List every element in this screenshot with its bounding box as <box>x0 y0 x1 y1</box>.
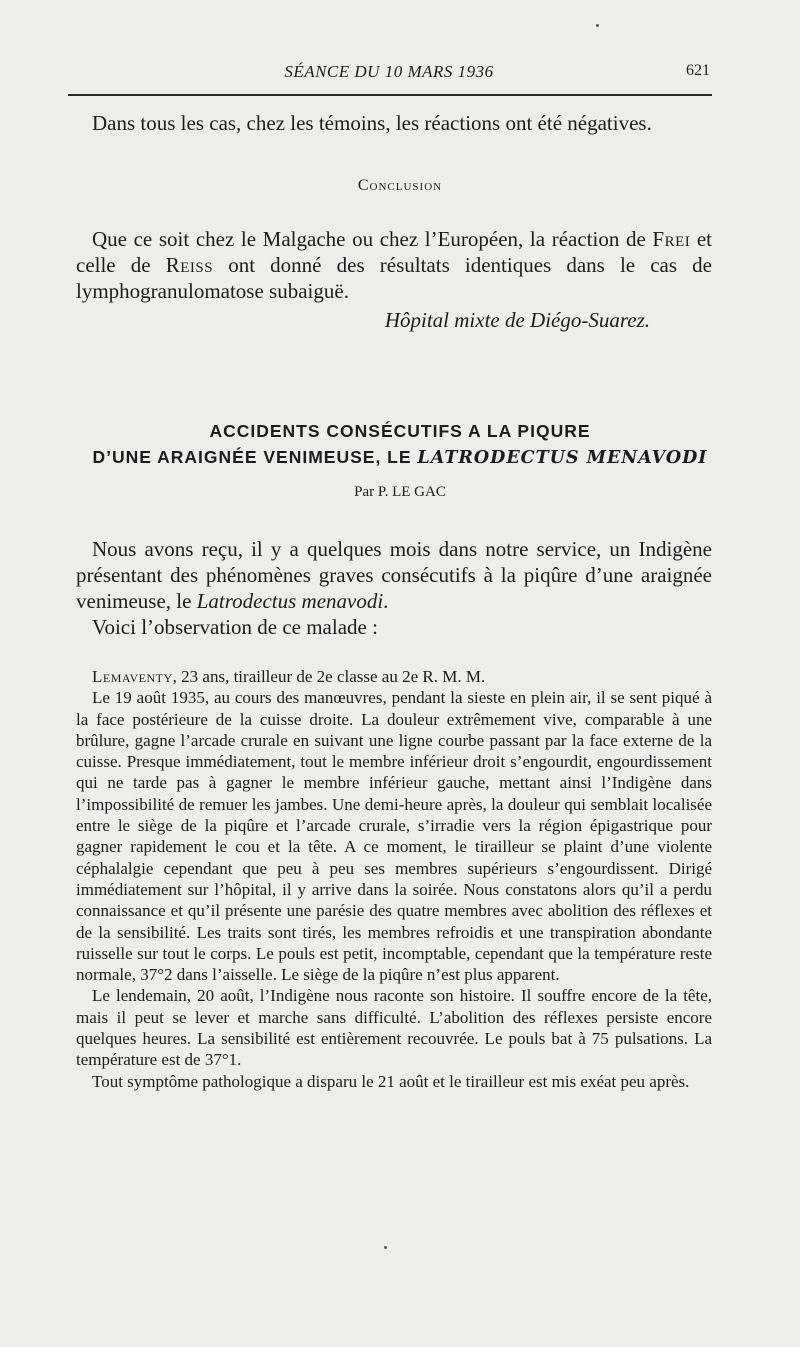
conclusion-text-middle: et celle de <box>76 227 713 277</box>
paper-speck <box>384 1246 387 1249</box>
conclusion-text-before: Que ce soit chez le Malgache ou chez l’Européen, la réaction de <box>92 227 653 251</box>
article-byline: Par P. LE GAC <box>354 484 446 500</box>
article-paragraph-2: Voici l’observation de ce malade : <box>92 615 378 639</box>
conclusion-heading: Conclusion <box>357 177 443 194</box>
article-para1-after: . <box>383 589 389 613</box>
article-para1-before: Nous avons reçu, il y a quelques mois dans notre service, un Indigène présentant des phénomènes graves consécutifs à la piqûre d’une araignée venimeuse, le <box>76 537 712 613</box>
patient-info: , 23 ans, tirailleur de 2e classe au 2e R. M. M. <box>172 667 486 686</box>
article-title-line-1: ACCIDENTS CONSÉCUTIFS A LA PIQURE <box>209 421 591 441</box>
case-paragraph-2: Le lendemain, 20 août, l’Indigène nous raconte son histoire. Il souffre encore de la tête, mais il peut se lever et marche sans difficulté. L’abolition des réflexes persiste encore quelques heures. La sensibilité est entièrement recouvrée. Le pouls bat à 75 pulsations. La température est de 37°1. <box>76 986 712 1070</box>
conclusion-paragraph <box>76 226 712 304</box>
case-paragraph-1: Le 19 août 1935, au cours des manœuvres, pendant la sieste en plein air, il se sent piqué à la face postérieure de la cuisse droite. La douleur extrêmement vive, comparable à une brûlure, gagne l’arcade crurale en suivant une ligne courbe passant par la face externe de la cuisse. Presque immédiatement, tout le membre inférieur droit s’engourdit, engourdissement qui ne tarde pas à gagner le membre inférieur gauche, mettant ainsi l’Indigène dans l’impossibilité de remuer les jambes. Une demi-heure après, la douleur qui semblait localisée entre le siège de la piqûre et l’arcade crurale, s’irradie vers la région épigastrique pour gagner rapidement le cou et la tête. A ce moment, le tirailleur se plaint d’une violente céphalalgie cependant que peu à peu ses membres supérieurs s’engourdissent. Dirigé immédiatement sur l’hôpital, il y arrive dans la soirée. Nous constatons alors qu’il a perdu connaissance et qu’il présente une parésie des quatre membres avec abolition des réflexes et de la sensibilité. Les traits sont tirés, les membres refroidis et une transpiration abondante ruisselle sur tout le corps. Le pouls est petit, incomptable, cependant que la température reste normale, 37°2 dans l’aisselle. Le siège de la piqûre n’est plus apparent. <box>76 688 712 985</box>
header-rule <box>68 94 712 96</box>
paper-speck <box>596 24 599 27</box>
author-name-reiss: Reiss <box>165 253 214 277</box>
article-title-prefix: D’UNE ARAIGNÉE VENIMEUSE, LE <box>92 447 418 467</box>
article-title <box>0 418 800 471</box>
case-patient-line <box>76 666 712 687</box>
article-paragraph-1 <box>76 536 712 614</box>
conclusion-text-after: ont donné des résultats identiques dans le cas de lymphogranulomatose subaiguë. <box>76 253 712 303</box>
patient-name: Lemaventy <box>92 667 173 686</box>
intro-paragraph <box>76 110 712 136</box>
running-head <box>68 62 710 86</box>
running-title: SÉANCE DU 10 MARS 1936 <box>284 62 494 81</box>
article-title-species: LATRODECTUS MENAVODI <box>417 448 708 468</box>
author-name-frei: Frei <box>652 227 691 251</box>
intro-text: Dans tous les cas, chez les témoins, les réactions ont été négatives. <box>92 111 652 135</box>
article-para1-species: Latrodectus menavodi <box>196 589 384 613</box>
case-paragraph-3: Tout symptôme pathologique a disparu le 21 août et le tirailleur est mis exéat peu après. <box>92 1071 690 1091</box>
case-report <box>76 666 712 1092</box>
institution-signature: Hôpital mixte de Diégo-Suarez. <box>384 308 650 332</box>
article-title-line-2 <box>0 444 800 471</box>
page-number: 621 <box>686 62 710 79</box>
